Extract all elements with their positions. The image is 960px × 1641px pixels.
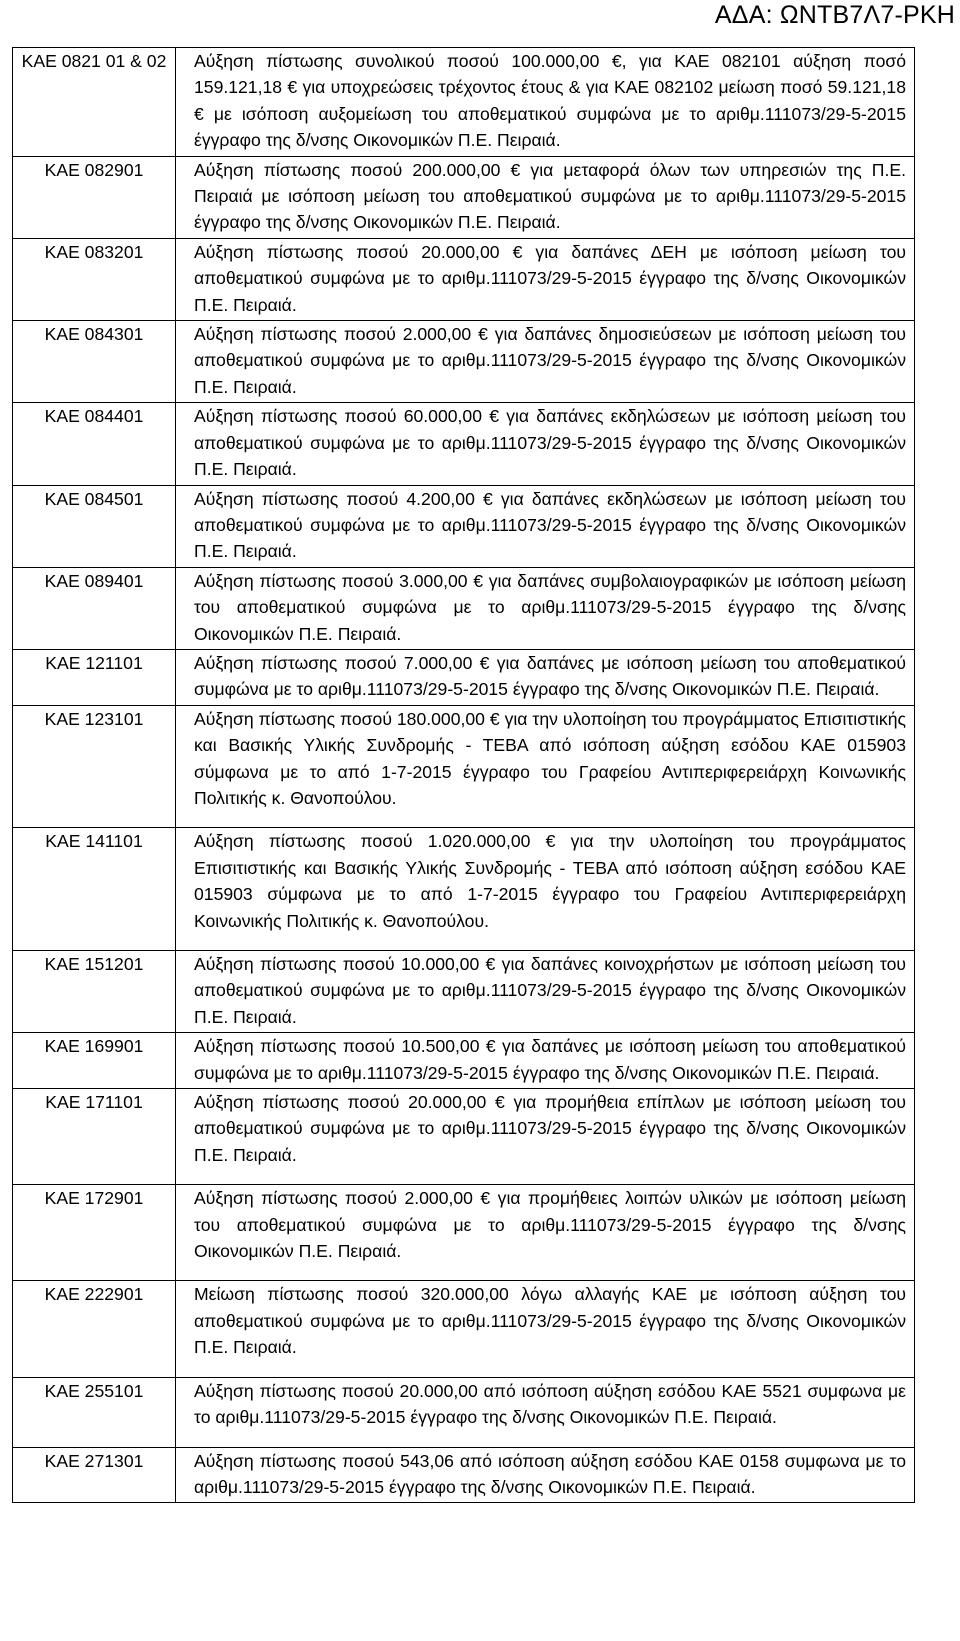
table-row: [13, 1185, 915, 1281]
kae-description: Αύξηση πίστωσης ποσού 60.000,00 € για δαπάνες εκδηλώσεων με ισόποση μείωση του αποθεματικού συμφώνα με το αριθμ.111073/29-5-2015 έγγραφο της δ/νσης Οικονομικών Π.Ε. Πειραιά.: [176, 403, 915, 485]
table-row: [13, 1089, 915, 1185]
ada-header: ΑΔΑ: ΩΝΤΒ7Λ7-ΡΚΗ: [714, 1, 955, 29]
kae-description: Αύξηση πίστωσης ποσού 4.200,00 € για δαπάνες εκδηλώσεων με ισόποση μείωση του αποθεματικού συμφώνα με το αριθμ.111073/29-5-2015 έγγραφο της δ/νσης Οικονομικών Π.Ε. Πειραιά.: [176, 485, 915, 567]
table-row: [13, 705, 915, 828]
kae-code: ΚΑΕ 084501: [13, 485, 176, 567]
kae-code: ΚΑΕ 141101: [13, 828, 176, 951]
table-row: [13, 567, 915, 649]
kae-description: Αύξηση πίστωσης ποσού 2.000,00 € για δαπάνες δημοσιεύσεων με ισόποση μείωση του αποθεματικού συμφώνα με το αριθμ.111073/29-5-2015 έγγραφο της δ/νσης Οικονομικών Π.Ε. Πειραιά.: [176, 321, 915, 403]
kae-description: Αύξηση πίστωσης ποσού 200.000,00 € για μεταφορά όλων των υπηρεσιών της Π.Ε. Πειραιά με ισόποση μείωση του αποθεματικού συμφώνα με το αριθμ.111073/29-5-2015 έγγραφο της δ/νσης Οικονομικών Π.Ε. Πειραιά.: [176, 156, 915, 238]
kae-description: Αύξηση πίστωσης συνολικού ποσού 100.000,00 €, για ΚΑΕ 082101 αύξηση ποσό 159.121,18 € για υποχρεώσεις τρέχοντος έτους & για ΚΑΕ 082102 μείωση ποσό 59.121,18 € με ισόποση αυξομείωση του αποθεματικού συμφώνα με το αριθμ.111073/29-5-2015 έγγραφο της δ/νσης Οικονομικών Π.Ε. Πειραιά.: [176, 48, 915, 157]
kae-code: ΚΑΕ 271301: [13, 1447, 176, 1503]
kae-description: Αύξηση πίστωσης ποσού 2.000,00 € για προμήθειες λοιπών υλικών με ισόποση μείωση του αποθεματικού συμφώνα με το αριθμ.111073/29-5-2015 έγγραφο της δ/νσης Οικονομικών Π.Ε. Πειραιά.: [176, 1185, 915, 1281]
kae-description: Αύξηση πίστωσης ποσού 3.000,00 € για δαπάνες συμβολαιογραφικών με ισόποση μείωση του αποθεματικού συμφώνα με το αριθμ.111073/29-5-2015 έγγραφο της δ/νσης Οικονομικών Π.Ε. Πειραιά.: [176, 567, 915, 649]
kae-code: ΚΑΕ 151201: [13, 951, 176, 1033]
table-row: [13, 238, 915, 320]
kae-description: Αύξηση πίστωσης ποσού 180.000,00 € για την υλοποίηση του προγράμματος Επισιτιστικής και Βασικής Υλικής Συνδρομής - ΤΕΒΑ από ισόποση αύξηση εσόδου ΚΑΕ 015903 σύμφωνα με το από 1-7-2015 έγγραφο του Γραφείου Αντιπεριφερειάρχη Κοινωνικής Πολιτικής κ. Θανοπούλου.: [176, 705, 915, 828]
table-row: [13, 321, 915, 403]
kae-code: ΚΑΕ 172901: [13, 1185, 176, 1281]
kae-code: ΚΑΕ 123101: [13, 705, 176, 828]
kae-code: ΚΑΕ 222901: [13, 1281, 176, 1377]
table-row: [13, 1281, 915, 1377]
table-row: [13, 1377, 915, 1447]
kae-code: ΚΑΕ 121101: [13, 649, 176, 705]
budget-changes-table: [12, 47, 915, 1503]
kae-code: ΚΑΕ 0821 01 & 02: [13, 48, 176, 157]
kae-code: ΚΑΕ 171101: [13, 1089, 176, 1185]
table-row: [13, 403, 915, 485]
kae-description: Αύξηση πίστωσης ποσού 20.000,00 € για προμήθεια επίπλων με ισόποση μείωση του αποθεματικού συμφώνα με το αριθμ.111073/29-5-2015 έγγραφο της δ/νσης Οικονομικών Π.Ε. Πειραιά.: [176, 1089, 915, 1185]
table-row: [13, 951, 915, 1033]
table-row: [13, 485, 915, 567]
table-row: [13, 828, 915, 951]
kae-description: Αύξηση πίστωσης ποσού 543,06 από ισόποση αύξηση εσόδου ΚΑΕ 0158 συμφωνα με το αριθμ.111073/29-5-2015 έγγραφο της δ/νσης Οικονομικών Π.Ε. Πειραιά.: [176, 1447, 915, 1503]
kae-description: Μείωση πίστωσης ποσού 320.000,00 λόγω αλλαγής ΚΑΕ με ισόποση αύξηση του αποθεματικού συμφώνα με το αριθμ.111073/29-5-2015 έγγραφο της δ/νσης Οικονομικών Π.Ε. Πειραιά.: [176, 1281, 915, 1377]
kae-description: Αύξηση πίστωσης ποσού 1.020.000,00 € για την υλοποίηση του προγράμματος Επισιτιστικής και Βασικής Υλικής Συνδρομής - ΤΕΒΑ από ισόποση αύξηση εσόδου ΚΑΕ 015903 σύμφωνα με το από 1-7-2015 έγγραφο του Γραφείου Αντιπεριφερειάρχη Κοινωνικής Πολιτικής κ. Θανοπούλου.: [176, 828, 915, 951]
kae-description: Αύξηση πίστωσης ποσού 10.000,00 € για δαπάνες κοινοχρήστων με ισόποση μείωση του αποθεματικού συμφώνα με το αριθμ.111073/29-5-2015 έγγραφο της δ/νσης Οικονομικών Π.Ε. Πειραιά.: [176, 951, 915, 1033]
table-row: [13, 156, 915, 238]
kae-description: Αύξηση πίστωσης ποσού 20.000,00 € για δαπάνες ΔΕΗ με ισόποση μείωση του αποθεματικού συμφώνα με το αριθμ.111073/29-5-2015 έγγραφο της δ/νσης Οικονομικών Π.Ε. Πειραιά.: [176, 238, 915, 320]
kae-description: Αύξηση πίστωσης ποσού 20.000,00 από ισόποση αύξηση εσόδου ΚΑΕ 5521 συμφωνα με το αριθμ.111073/29-5-2015 έγγραφο της δ/νσης Οικονομικών Π.Ε. Πειραιά.: [176, 1377, 915, 1447]
table-row: [13, 649, 915, 705]
kae-code: ΚΑΕ 083201: [13, 238, 176, 320]
kae-description: Αύξηση πίστωσης ποσού 10.500,00 € για δαπάνες με ισόποση μείωση του αποθεματικού συμφώνα με το αριθμ.111073/29-5-2015 έγγραφο της δ/νσης Οικονομικών Π.Ε. Πειραιά.: [176, 1033, 915, 1089]
table-row: [13, 48, 915, 157]
kae-code: ΚΑΕ 084401: [13, 403, 176, 485]
kae-code: ΚΑΕ 169901: [13, 1033, 176, 1089]
kae-code: ΚΑΕ 255101: [13, 1377, 176, 1447]
kae-description: Αύξηση πίστωσης ποσού 7.000,00 € για δαπάνες με ισόποση μείωση του αποθεματικού συμφώνα με το αριθμ.111073/29-5-2015 έγγραφο της δ/νσης Οικονομικών Π.Ε. Πειραιά.: [176, 649, 915, 705]
table-row: [13, 1033, 915, 1089]
kae-code: ΚΑΕ 082901: [13, 156, 176, 238]
kae-code: ΚΑΕ 089401: [13, 567, 176, 649]
kae-code: ΚΑΕ 084301: [13, 321, 176, 403]
table-row: [13, 1447, 915, 1503]
